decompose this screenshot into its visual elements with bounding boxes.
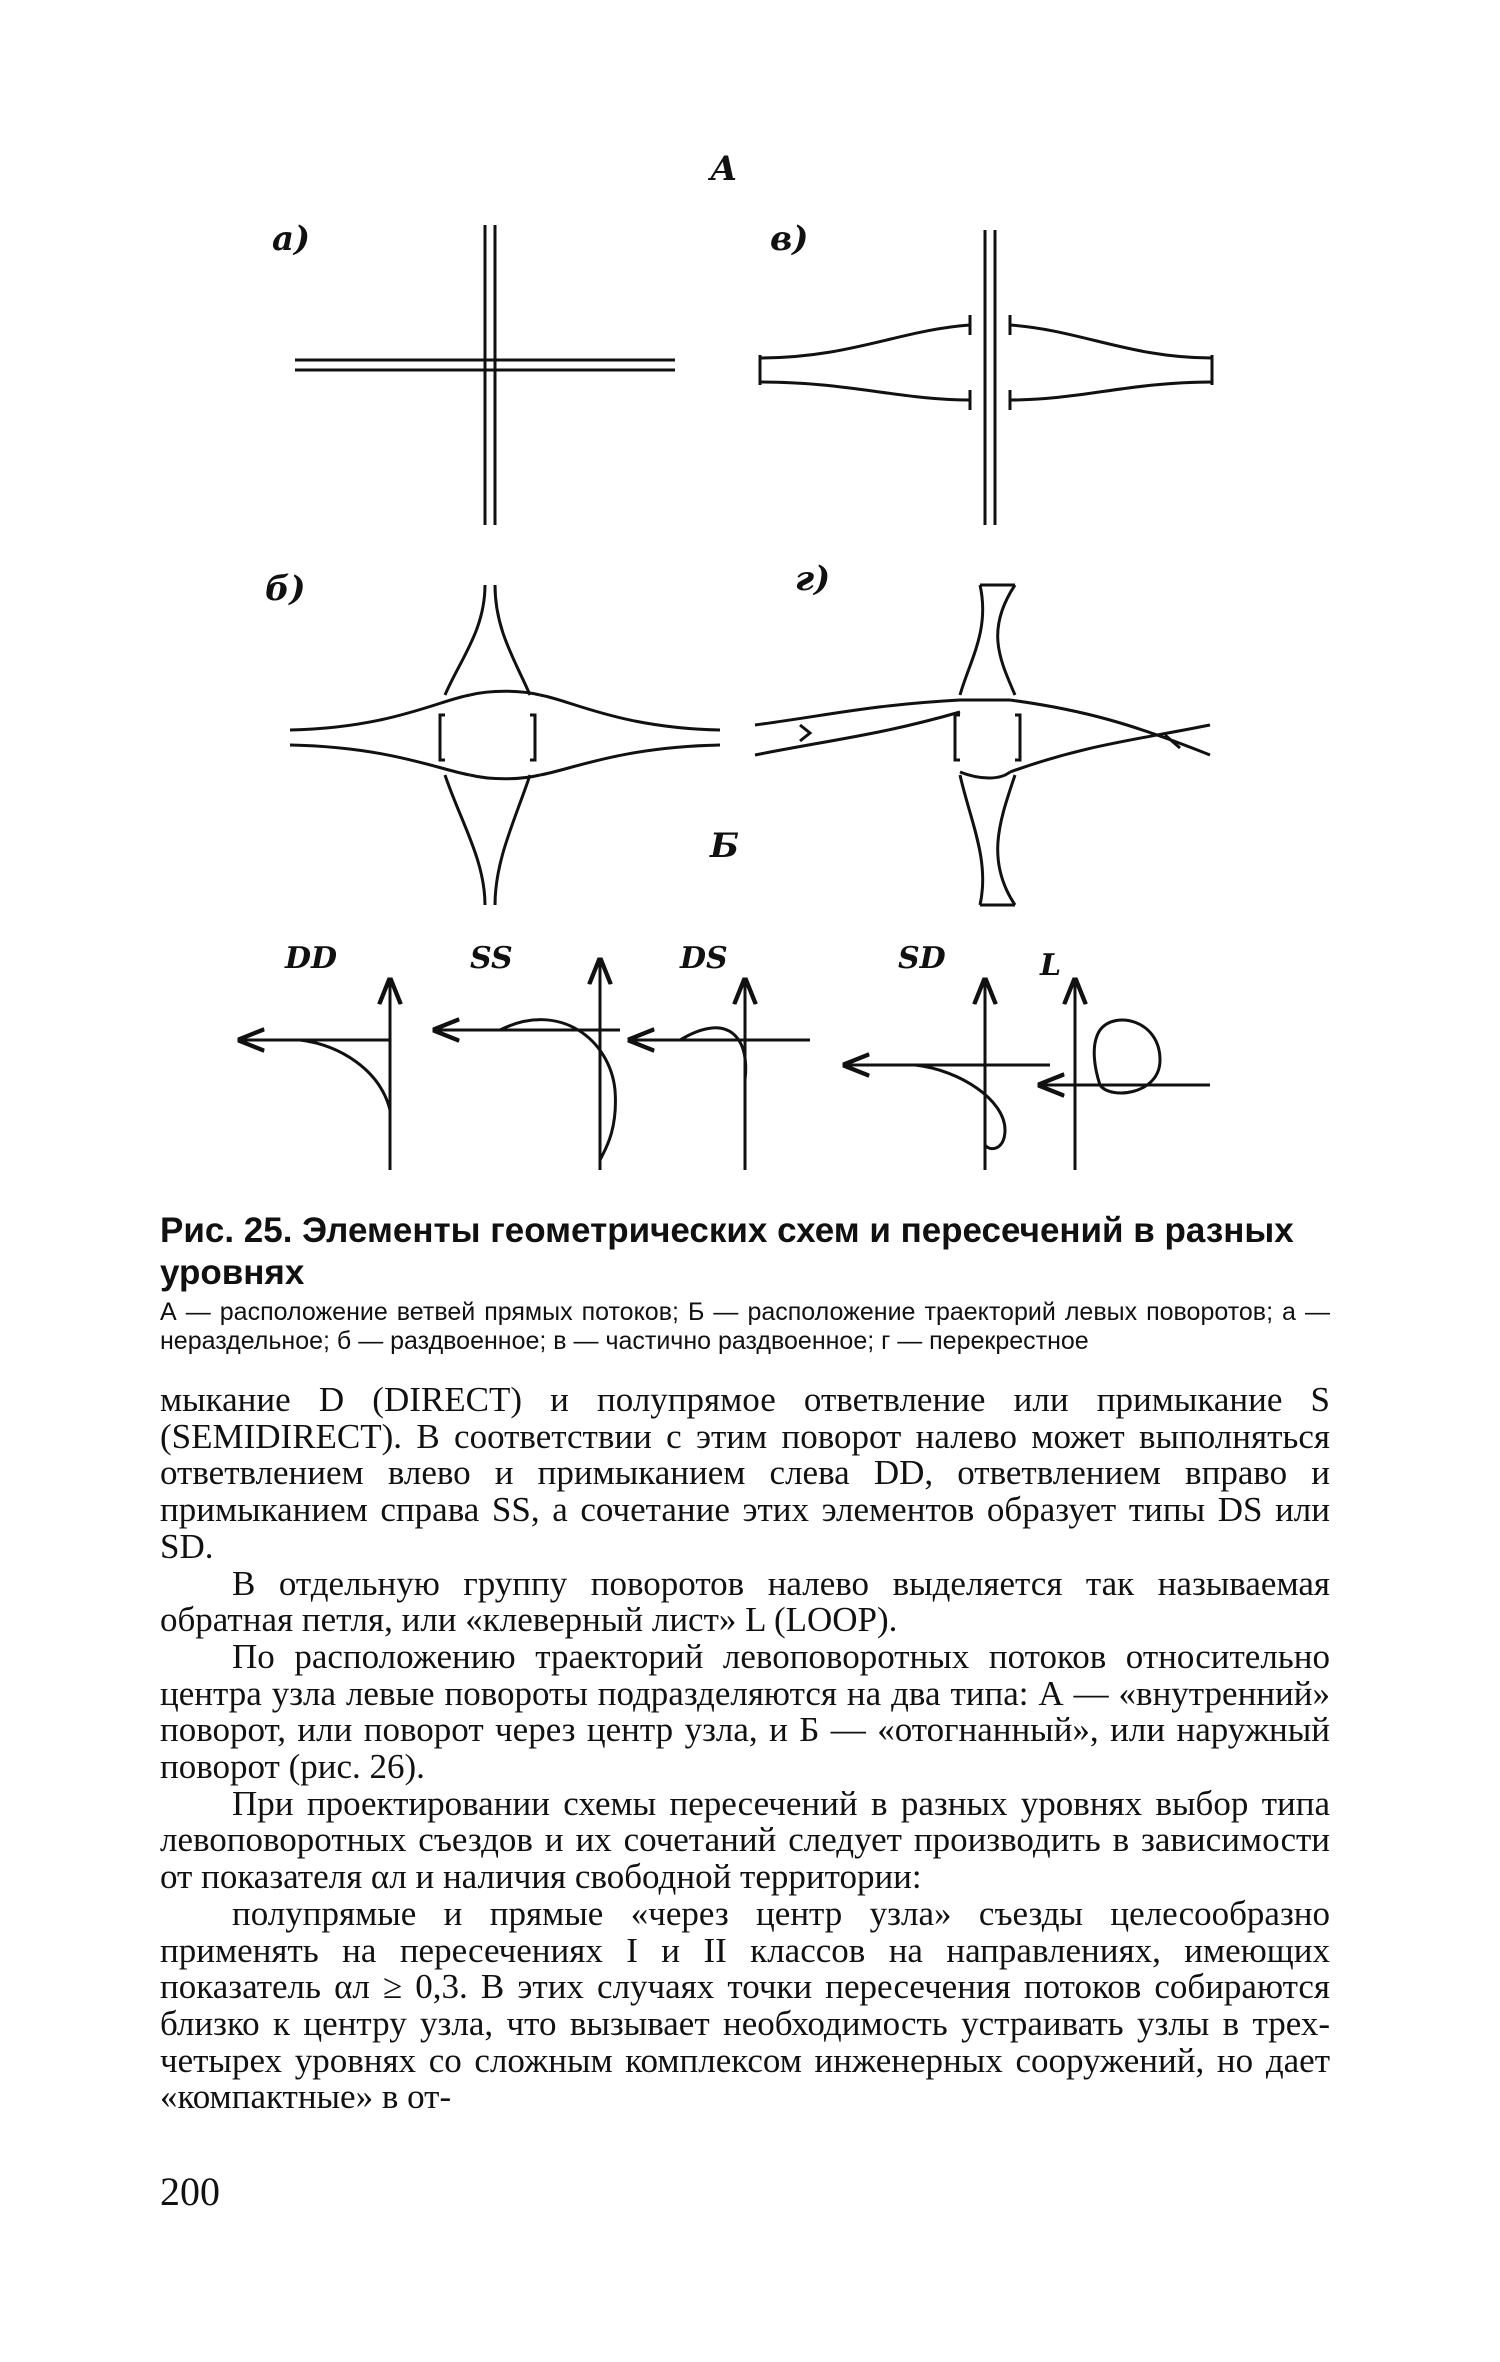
type-label-l: L xyxy=(1040,948,1062,983)
paragraph-3: По расположению траекторий левоповоротных потоков относительно центра узла левые повороты подразделяются на два типа: А — «внутренний» поворот, или поворот через центр узла, и Б — «отогнанный», или наружный поворот (рис. 26). xyxy=(160,1636,1330,1787)
panel-a-diagram xyxy=(295,225,675,525)
caption-title: Рис. 25. Элементы геометрических схем и пересечений в разных уровнях xyxy=(160,1211,1294,1292)
paragraph-1: мыкание D (DIRECT) и полупрямое ответвление или примыкание S (SEMIDIRECT). В соответствии с этим поворот налево может выполняться ответвлением влево и примыканием слева DD, ответвлением вправо и примыканием справа SS, а сочетание этих элементов образует типы DS или SD. xyxy=(160,1380,1330,1566)
panel-b-diagram xyxy=(290,585,720,905)
turn-sd-diagram xyxy=(845,980,1050,1170)
group-label-b: Б xyxy=(710,826,740,866)
panel-g-diagram xyxy=(755,585,1210,905)
body-text xyxy=(160,1382,1330,2116)
turn-l-diagram xyxy=(1040,980,1210,1170)
turn-dd-diagram xyxy=(240,980,390,1170)
panel-label-v: в) xyxy=(770,219,809,259)
turn-ss-diagram xyxy=(435,960,620,1170)
panel-label-a: а) xyxy=(272,219,311,259)
turn-type-diagrams xyxy=(240,960,1210,1170)
panel-label-g: г) xyxy=(795,559,831,599)
type-label-dd: DD xyxy=(285,941,338,976)
caption-legend: А — расположение ветвей прямых потоков; Б — расположение траекторий левых поворотов; а — нераздельное; б — раздвоенное; в — частично раздвоенное; г — перекрестное xyxy=(160,1298,1330,1355)
type-label-sd: SD xyxy=(898,941,946,976)
type-label-ss: SS xyxy=(470,941,513,976)
paragraph-4: При проектировании схемы пересечений в разных уровнях выбор типа левоповоротных съездов и их сочетаний следует производить в зависимости от показателя αл и наличия свободной территории: xyxy=(160,1783,1330,1897)
type-label-ds: DS xyxy=(680,941,728,976)
group-label-a: А xyxy=(710,149,738,189)
panel-v-diagram xyxy=(760,230,1212,525)
figure-caption xyxy=(160,1210,1330,1356)
panel-label-b: б) xyxy=(265,569,306,609)
paragraph-2: В отдельную группу поворотов налево выделяется так называемая обратная петля, или «клеверный лист» L (LOOP). xyxy=(160,1563,1330,1640)
paragraph-5: полупрямые и прямые «через центр узла» съезды целесообразно применять на пересечениях I и II классов на направлениях, имеющих показатель αл ≥ 0,3. В этих случаях точки пересечения потоков собираются близко к центру узла, что вызывает необходимость устраивать узлы в трех-четырех уровнях со сложным комплексом инженерных сооружений, но дает «компактные» в от- xyxy=(160,1893,1330,2117)
page-number: 200 xyxy=(160,2169,220,2214)
turn-ds-diagram xyxy=(630,980,810,1170)
